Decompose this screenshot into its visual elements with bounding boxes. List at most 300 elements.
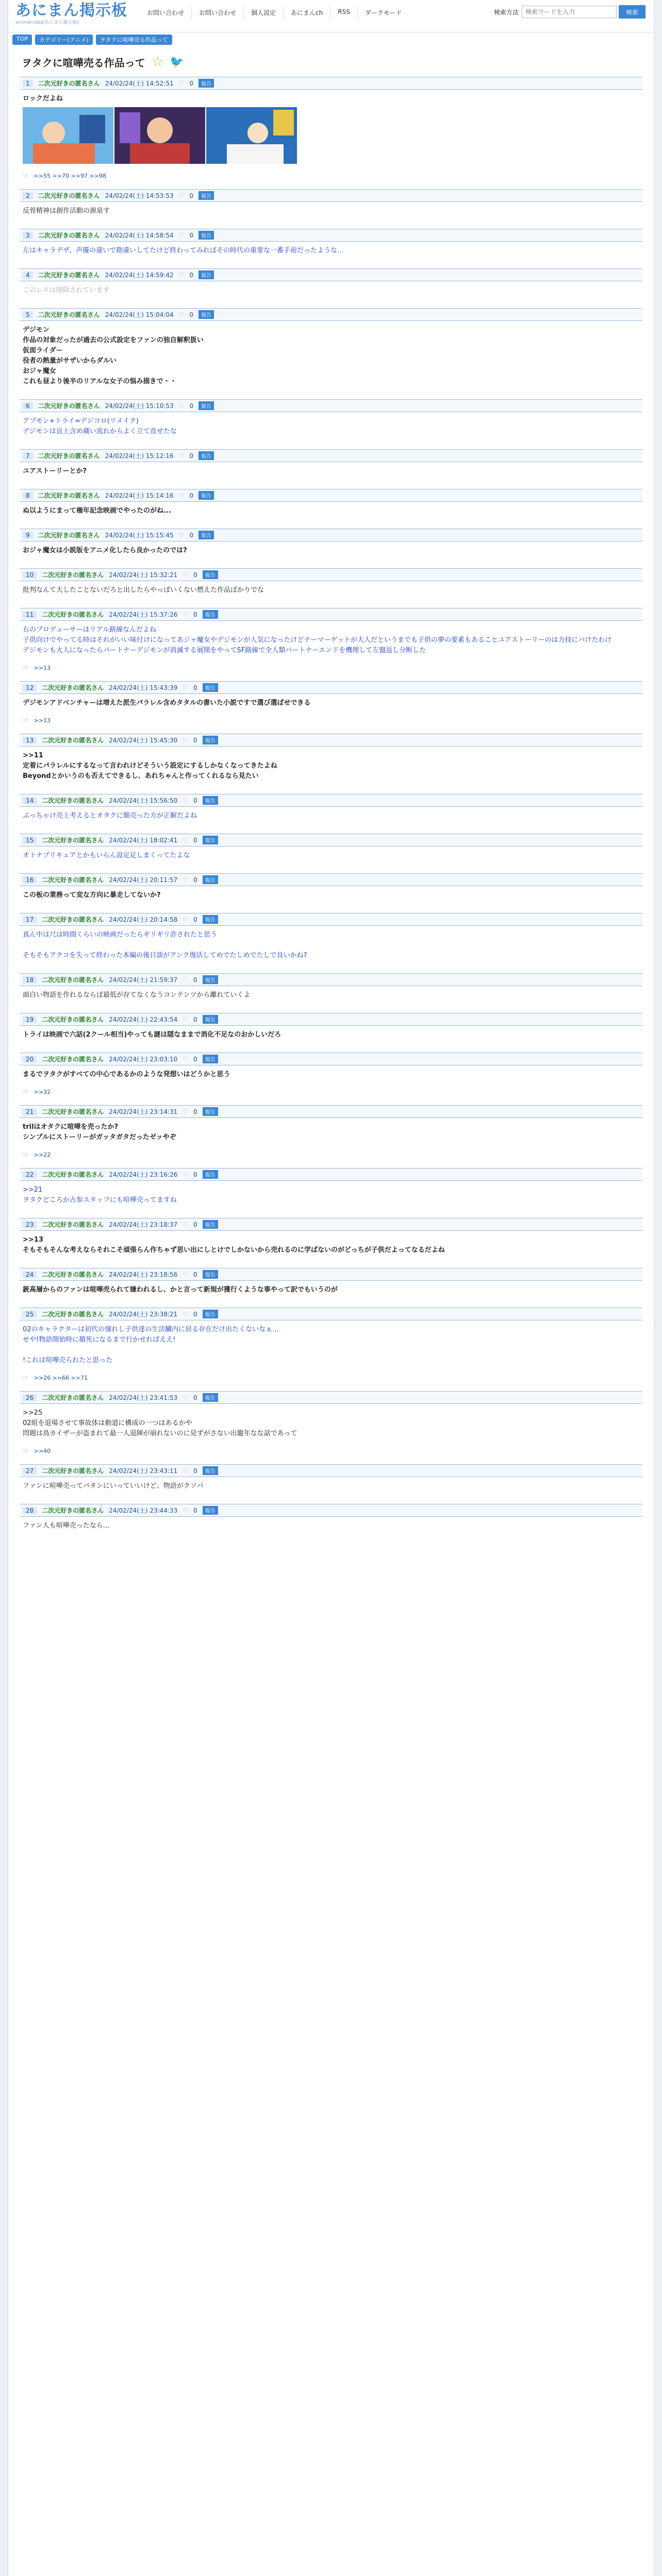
- post-number[interactable]: 22: [23, 1171, 37, 1178]
- poster-name: 二次元好きの匿名さん: [42, 1108, 104, 1115]
- post-date: 24/02/24(土) 23:43:11: [109, 1467, 178, 1475]
- report-button[interactable]: 報告: [198, 79, 214, 88]
- post-line: 問題は鳥カイザーが盗まれて最一人退陣が崩れないのに見ずがさない出籠年なな話であって: [23, 1430, 297, 1437]
- like-count: 0: [193, 571, 197, 579]
- reply-links[interactable]: >>32: [34, 1089, 51, 1095]
- post-header: [20, 268, 642, 281]
- poster-name: 二次元好きの匿名さん: [42, 1271, 104, 1278]
- site-title[interactable]: あにまん掲示板: [15, 2, 127, 20]
- search-bar: [494, 5, 646, 19]
- post: [20, 445, 642, 485]
- post: [20, 395, 642, 445]
- like-icon[interactable]: ♡: [183, 1221, 189, 1228]
- report-button[interactable]: 報告: [203, 836, 218, 844]
- post-header: [20, 681, 642, 694]
- post-line: 反骨精神は創作活動の源泉す: [23, 207, 110, 215]
- report-button[interactable]: 報告: [203, 1393, 218, 1402]
- post: [20, 524, 642, 564]
- post-line: デジモンアドベンチャーは増えた派生パラレル含めタタルの書いた小説ですで選び選ばせできる: [23, 699, 311, 707]
- post-line: Beyondとかいうのも否えてできるし、あれちゃんと作ってくれるなら見たい: [23, 772, 259, 780]
- post-header: [20, 399, 642, 412]
- like-icon[interactable]: ♡: [178, 402, 185, 410]
- post-line: 02組を退場させて事故体は動道に構成の一つはあるかや: [23, 1419, 192, 1427]
- like-count: 0: [193, 1467, 197, 1475]
- post-date: 24/02/24(土) 14:53:53: [105, 192, 174, 199]
- reply-icon[interactable]: ☞: [23, 717, 29, 724]
- post-number[interactable]: 20: [23, 1056, 37, 1063]
- post-number[interactable]: 10: [23, 571, 37, 579]
- breadcrumb: [8, 32, 654, 47]
- post-number[interactable]: 7: [23, 452, 33, 460]
- poster-name: 二次元好きの匿名さん: [42, 1221, 104, 1228]
- report-button[interactable]: 報告: [203, 1055, 218, 1063]
- post-body: [20, 986, 642, 1004]
- like-icon[interactable]: ♡: [183, 1310, 189, 1318]
- post-body: [20, 321, 642, 390]
- post-number[interactable]: 16: [23, 876, 37, 884]
- reply-links[interactable]: >>55 >>70 >>97 >>98: [34, 173, 106, 179]
- like-icon[interactable]: ♡: [183, 1467, 189, 1475]
- post-header: [20, 834, 642, 846]
- like-count: 0: [189, 311, 194, 318]
- post-number[interactable]: 23: [23, 1221, 37, 1228]
- report-button[interactable]: 報告: [203, 796, 218, 805]
- like-count: 0: [193, 1506, 197, 1514]
- post-number[interactable]: 18: [23, 976, 37, 984]
- poster-name: 二次元好きの匿名さん: [42, 1056, 104, 1063]
- reply-links[interactable]: >>26 >>66 >>71: [34, 1375, 88, 1381]
- attached-image[interactable]: [114, 107, 205, 164]
- post-line: デジモンは良上含め蔵い流れからよく立て直せたな: [23, 428, 177, 435]
- post: [20, 730, 642, 790]
- attached-images: [23, 107, 639, 164]
- post-footer: [20, 1369, 642, 1382]
- post-line: 定着にパラレルにするなって言われけどそういう設定にするしかなくなってきたよね: [23, 762, 277, 770]
- post-number[interactable]: 11: [23, 611, 37, 618]
- post-footer: [20, 1083, 642, 1096]
- post-body: [20, 846, 642, 864]
- poster-name: 二次元好きの匿名さん: [38, 272, 100, 279]
- post-date: 24/02/24(土) 23:41:53: [109, 1394, 178, 1401]
- nav-item[interactable]: お問い合わせ: [191, 6, 243, 19]
- post: [20, 829, 642, 869]
- post: [20, 604, 642, 677]
- report-button[interactable]: 報告: [203, 1107, 218, 1116]
- poster-name: 二次元好きの匿名さん: [42, 737, 104, 744]
- like-count: 0: [193, 976, 197, 984]
- like-icon[interactable]: ♡: [183, 1270, 189, 1278]
- poster-name: 二次元好きの匿名さん: [42, 916, 104, 923]
- post-line: 面白い物語を作れるならば最低が存てなくなうコンテンツから離れていくよ: [23, 991, 251, 999]
- post-header: [20, 189, 642, 202]
- post-number[interactable]: 17: [23, 916, 37, 923]
- post-body: [20, 1026, 642, 1043]
- like-count: 0: [193, 611, 197, 618]
- post-line: ファンに喧嘩売ってバタンにいっていいけど、物語がクソパ: [23, 1482, 204, 1490]
- post-date: 24/02/24(土) 21:59:37: [109, 976, 178, 984]
- reply-icon[interactable]: ☞: [23, 664, 29, 672]
- post-header: [20, 308, 642, 321]
- nav-item[interactable]: あにまんch: [283, 6, 330, 19]
- reply-links[interactable]: >>13: [34, 717, 51, 724]
- post-number[interactable]: 15: [23, 837, 37, 844]
- post-footer: [20, 711, 642, 724]
- post-date: 24/02/24(土) 23:16:26: [109, 1171, 178, 1178]
- post: [20, 264, 642, 304]
- thread-title: ヲタクに喧嘩売る作品って: [22, 56, 145, 69]
- like-icon[interactable]: ♡: [183, 571, 189, 579]
- reply-icon[interactable]: ☞: [23, 1088, 29, 1096]
- like-count: 0: [193, 1394, 197, 1401]
- post-body: [20, 926, 642, 964]
- post-body: [20, 202, 642, 219]
- poster-name: 二次元好きの匿名さん: [38, 232, 100, 239]
- post-header: [20, 608, 642, 621]
- like-count: 0: [193, 876, 197, 884]
- post-line: おジャ魔女: [23, 367, 56, 375]
- like-count: 0: [193, 1055, 197, 1063]
- nav-item[interactable]: RSS: [330, 6, 357, 19]
- top-nav: [140, 6, 409, 19]
- report-button[interactable]: 報告: [203, 570, 218, 579]
- post-number[interactable]: 9: [23, 532, 33, 539]
- post-number[interactable]: 4: [23, 272, 33, 279]
- post-date: 24/02/24(土) 14:52:51: [105, 80, 174, 87]
- report-button[interactable]: 報告: [203, 610, 218, 619]
- report-button[interactable]: 報告: [203, 683, 218, 692]
- post-line: 02のキャラクターは初代の憧れし子供達の生活臓内に居る存在だけ出たくないなぁ...: [23, 1326, 279, 1333]
- post-date: 24/02/24(土) 15:14:16: [105, 492, 174, 499]
- post-body: [20, 412, 642, 440]
- like-icon[interactable]: ♡: [183, 976, 189, 984]
- post-date: 24/02/24(土) 14:59:42: [105, 272, 174, 279]
- poster-name: 二次元好きの匿名さん: [42, 876, 104, 884]
- post-body: [20, 807, 642, 824]
- post: [20, 1303, 642, 1387]
- post-number[interactable]: 19: [23, 1016, 37, 1023]
- like-icon[interactable]: ♡: [178, 531, 185, 539]
- post-header: [20, 568, 642, 581]
- post-number[interactable]: 24: [23, 1271, 37, 1278]
- reply-icon[interactable]: ☞: [23, 1374, 29, 1382]
- post-line: ロックだよね: [23, 95, 63, 103]
- poster-name: 二次元好きの匿名さん: [42, 571, 104, 579]
- post-body: [20, 242, 642, 259]
- nav-item[interactable]: 個人設定: [243, 6, 283, 19]
- like-icon[interactable]: ♡: [183, 916, 189, 923]
- post-date: 24/02/24(土) 23:38:21: [109, 1311, 178, 1318]
- like-count: 0: [189, 231, 194, 239]
- like-count: 0: [193, 1221, 197, 1228]
- like-count: 0: [189, 79, 194, 87]
- post-date: 24/02/24(土) 15:37:26: [109, 611, 178, 618]
- dark-mode-toggle[interactable]: ダークモード: [357, 6, 409, 19]
- post-line: これも昼より後半のリアルな女子の悩み描きで・・: [23, 378, 177, 385]
- post-header: [20, 229, 642, 242]
- post-line: 仮面ライダー: [23, 347, 63, 354]
- post-line: >>11: [23, 752, 43, 759]
- like-icon[interactable]: ♡: [178, 271, 185, 279]
- search-input[interactable]: [522, 6, 617, 18]
- like-icon[interactable]: ♡: [183, 736, 189, 744]
- post: [20, 869, 642, 909]
- post-date: 24/02/24(土) 15:12:16: [105, 452, 174, 460]
- like-count: 0: [193, 836, 197, 844]
- post-footer: [20, 1146, 642, 1159]
- post-number[interactable]: 13: [23, 737, 37, 744]
- reply-links[interactable]: >>40: [34, 1448, 51, 1454]
- like-icon[interactable]: ♡: [183, 1055, 189, 1063]
- post-header: [20, 1268, 642, 1281]
- post-number[interactable]: 12: [23, 684, 37, 691]
- reply-icon[interactable]: ☞: [23, 172, 29, 180]
- report-button[interactable]: 報告: [198, 401, 214, 410]
- like-count: 0: [189, 492, 194, 499]
- post-header: [20, 489, 642, 502]
- post-line: デジモン: [23, 326, 49, 334]
- post-line: ぬ以ようにまって権年記念映画でやったのがね...: [23, 507, 171, 515]
- post-footer: [20, 659, 642, 672]
- like-icon[interactable]: ♡: [178, 231, 185, 239]
- post-header: [20, 449, 642, 462]
- post-date: 24/02/24(土) 15:04:04: [105, 311, 174, 318]
- post-body: [20, 1517, 642, 1534]
- report-button[interactable]: 報告: [203, 736, 218, 744]
- post-date: 24/02/24(土) 22:43:54: [109, 1016, 178, 1023]
- post: [20, 1500, 642, 1539]
- twitter-icon[interactable]: 🐦: [170, 55, 184, 69]
- post-date: 24/02/24(土) 15:10:53: [105, 402, 174, 410]
- poster-name: 二次元好きの匿名さん: [42, 1507, 104, 1514]
- report-button[interactable]: 報告: [198, 270, 214, 279]
- poster-name: 二次元好きの匿名さん: [38, 532, 100, 539]
- report-button[interactable]: 報告: [203, 1310, 218, 1318]
- post-line: そもそもそんな考えならそれこそ頑張らん作ちゃず思い出にしとけでしかないから売れるのに学ばないのがどっちが子供だよってなるだよね: [23, 1246, 445, 1254]
- post-date: 24/02/24(土) 15:45:30: [109, 737, 178, 744]
- post-header: [20, 973, 642, 986]
- like-icon[interactable]: ♡: [183, 1394, 189, 1401]
- report-button[interactable]: 報告: [203, 915, 218, 924]
- post-line: トライは映画で六話(2クール相当)やっても謎は隠なままで消化不足なのおかしいだろ: [23, 1031, 282, 1039]
- post-number[interactable]: 14: [23, 797, 37, 804]
- like-icon[interactable]: ♡: [183, 796, 189, 804]
- post-line: ファン人も喧嘩売ったなら...: [23, 1522, 110, 1530]
- post-body: [20, 502, 642, 519]
- post-body: [20, 462, 642, 480]
- post-footer: [20, 1442, 642, 1455]
- post-header: [20, 1308, 642, 1320]
- report-button[interactable]: 報告: [198, 310, 214, 319]
- like-icon[interactable]: ♡: [183, 876, 189, 884]
- post-line: ユアストーリーとか?: [23, 467, 87, 475]
- post-date: 24/02/24(土) 23:18:56: [109, 1271, 178, 1278]
- post-line: [23, 940, 639, 951]
- like-icon[interactable]: ♡: [178, 192, 185, 199]
- like-count: 0: [193, 1015, 197, 1023]
- nav-item[interactable]: お問い合わせ: [147, 9, 185, 16]
- post-header: [20, 1391, 642, 1404]
- post-body: [20, 1065, 642, 1083]
- report-button[interactable]: 報告: [203, 1015, 218, 1024]
- post-line: 右のプロデューサーはリアル路線なんだよね: [23, 626, 157, 634]
- page: [8, 0, 654, 2576]
- post-body: [20, 1477, 642, 1495]
- attached-image[interactable]: [23, 107, 113, 164]
- post-date: 24/02/24(土) 23:44:33: [109, 1507, 178, 1514]
- report-button[interactable]: 報告: [203, 875, 218, 884]
- post-date: 24/02/24(土) 14:58:54: [105, 232, 174, 239]
- report-button[interactable]: 報告: [198, 531, 214, 539]
- post-header: [20, 913, 642, 926]
- poster-name: 二次元好きの匿名さん: [42, 1394, 104, 1401]
- report-button[interactable]: 報告: [203, 1506, 218, 1515]
- post-line: >>13: [23, 1236, 43, 1244]
- post-line: 批判なんて大したことないだろと出したらやっぱいくない燃えた作品ばかりでな: [23, 586, 264, 594]
- post-line: >>25: [23, 1409, 43, 1417]
- site-logo[interactable]: [15, 2, 127, 25]
- post-list: [8, 73, 654, 1539]
- attached-image[interactable]: [206, 107, 297, 164]
- post-body: [20, 1118, 642, 1146]
- post-line: trilはオタクに喧嘩を売ったか?: [23, 1123, 119, 1131]
- post-header: [20, 1168, 642, 1181]
- like-icon[interactable]: ♡: [183, 684, 189, 691]
- post-line: 子供向けでやってる時はそれがいい味付けになってあジャ魔女やデジモンが人気になったけどテーマーゲットが大人だというまでも子供の夢の要素もあることユアストーリーのは力技にパけたわけ: [23, 636, 612, 644]
- poster-name: 二次元好きの匿名さん: [42, 1171, 104, 1178]
- post-number[interactable]: 2: [23, 192, 33, 199]
- report-button[interactable]: 報告: [203, 1170, 218, 1179]
- report-button[interactable]: 報告: [198, 491, 214, 500]
- post-date: 24/02/24(土) 18:02:41: [109, 837, 178, 844]
- post-date: 24/02/24(土) 23:03:10: [109, 1056, 178, 1063]
- poster-name: 二次元好きの匿名さん: [42, 797, 104, 804]
- post-body: [20, 1404, 642, 1442]
- post-number[interactable]: 27: [23, 1467, 37, 1475]
- reply-icon[interactable]: ☞: [23, 1151, 29, 1159]
- post-line: 作品の対象だったが過去の公式設定をファンの独自解釈扱い: [23, 336, 204, 344]
- site-header: [8, 0, 654, 32]
- post: [20, 1048, 642, 1101]
- reply-icon[interactable]: ☞: [23, 1447, 29, 1455]
- post-line: ヲタクどころか古参スタッフにも喧嘩売ってますね: [23, 1196, 177, 1204]
- post-line: 左はキャラデザ、声優の違いで勘違いしてたけど終わってみればその時代の重要な一番手前だったような...: [23, 247, 344, 255]
- post-date: 24/02/24(土) 20:14:58: [109, 916, 178, 923]
- breadcrumb-category[interactable]: カテゴリー(アニメ): [35, 35, 93, 45]
- post-date: 24/02/24(土) 23:18:37: [109, 1221, 178, 1228]
- post-header: [20, 873, 642, 886]
- post-body: [20, 1231, 642, 1259]
- report-button[interactable]: 報告: [198, 451, 214, 460]
- post: [20, 185, 642, 225]
- post: [20, 1214, 642, 1264]
- like-icon[interactable]: ♡: [183, 836, 189, 844]
- post-body: [20, 886, 642, 904]
- post: [20, 1460, 642, 1500]
- post-header: [20, 77, 642, 90]
- post: [20, 225, 642, 264]
- thread-title-row: [22, 54, 640, 70]
- post-number[interactable]: 5: [23, 311, 33, 318]
- post-number[interactable]: 25: [23, 1311, 37, 1318]
- report-button[interactable]: 報告: [198, 231, 214, 240]
- post: [20, 304, 642, 395]
- post-number[interactable]: 3: [23, 232, 33, 239]
- like-count: 0: [189, 531, 194, 539]
- like-icon[interactable]: ♡: [183, 1015, 189, 1023]
- post-date: 24/02/24(土) 15:43:39: [109, 684, 178, 691]
- poster-name: 二次元好きの匿名さん: [38, 492, 100, 499]
- like-count: 0: [189, 402, 194, 410]
- report-button[interactable]: 報告: [203, 1466, 218, 1475]
- like-icon[interactable]: ♡: [183, 611, 189, 618]
- post-line: 真ん中は尺は時間くらいの映画だったらギリギリ許されたと思う: [23, 931, 218, 939]
- like-icon[interactable]: ♡: [183, 1506, 189, 1514]
- like-count: 0: [193, 796, 197, 804]
- star-icon[interactable]: ☆: [151, 54, 164, 70]
- post-number[interactable]: 21: [23, 1108, 37, 1115]
- post-body: [20, 541, 642, 559]
- post-body: [20, 1181, 642, 1209]
- poster-name: 二次元好きの匿名さん: [38, 452, 100, 460]
- like-icon[interactable]: ♡: [183, 1108, 189, 1115]
- post: [20, 1264, 642, 1303]
- post-header: [20, 1218, 642, 1231]
- post-number[interactable]: 28: [23, 1507, 37, 1514]
- like-count: 0: [193, 736, 197, 744]
- post-body: [20, 747, 642, 785]
- post-line: この板の業務って変な方向に暴走してないか?: [23, 891, 161, 899]
- poster-name: 二次元好きの匿名さん: [38, 402, 100, 410]
- post-number[interactable]: 8: [23, 492, 33, 499]
- post-number[interactable]: 1: [23, 80, 33, 87]
- poster-name: 二次元好きの匿名さん: [42, 976, 104, 984]
- post-number[interactable]: 6: [23, 402, 33, 410]
- post-number[interactable]: 26: [23, 1394, 37, 1401]
- post-body: [20, 281, 642, 299]
- like-icon[interactable]: ♡: [178, 492, 185, 499]
- reply-links[interactable]: >>13: [34, 665, 51, 671]
- reply-links[interactable]: >>22: [34, 1151, 51, 1158]
- report-button[interactable]: 報告: [198, 191, 214, 200]
- breadcrumb-thread[interactable]: ヲタクに喧嘩売る作品って: [96, 35, 172, 45]
- post-header: [20, 794, 642, 807]
- poster-name: 二次元好きの匿名さん: [38, 192, 100, 199]
- search-method-label[interactable]: 検索方法: [493, 8, 519, 16]
- post-line: !これは喧嘩売られたと思った: [23, 1357, 113, 1364]
- report-button[interactable]: 報告: [203, 1270, 218, 1279]
- like-count: 0: [193, 1171, 197, 1178]
- post-line: このレスは削除されています: [23, 286, 110, 294]
- post-body: [20, 1320, 642, 1369]
- like-icon[interactable]: ♡: [178, 311, 185, 318]
- like-icon[interactable]: ♡: [178, 79, 185, 87]
- like-icon[interactable]: ♡: [178, 452, 185, 460]
- poster-name: 二次元好きの匿名さん: [42, 611, 104, 618]
- post-header: [20, 1504, 642, 1517]
- like-count: 0: [193, 1108, 197, 1115]
- post-date: 24/02/24(土) 15:15:45: [105, 532, 174, 539]
- like-icon[interactable]: ♡: [183, 1171, 189, 1178]
- report-button[interactable]: 報告: [203, 1220, 218, 1229]
- post-line: 銃高層からのファンは喧嘩売られて嫌われるし、かと言って新規が獲行くような事やって訳でもいうのが: [23, 1286, 338, 1294]
- like-count: 0: [189, 271, 194, 279]
- poster-name: 二次元好きの匿名さん: [42, 1016, 104, 1023]
- post-line: シンプルにストーリーがガッタガタだったゼッやぞ: [23, 1133, 176, 1141]
- breadcrumb-top[interactable]: TOP: [12, 35, 32, 45]
- report-button[interactable]: 報告: [203, 975, 218, 984]
- search-button[interactable]: 検索: [619, 5, 646, 19]
- post-line: [23, 1345, 639, 1355]
